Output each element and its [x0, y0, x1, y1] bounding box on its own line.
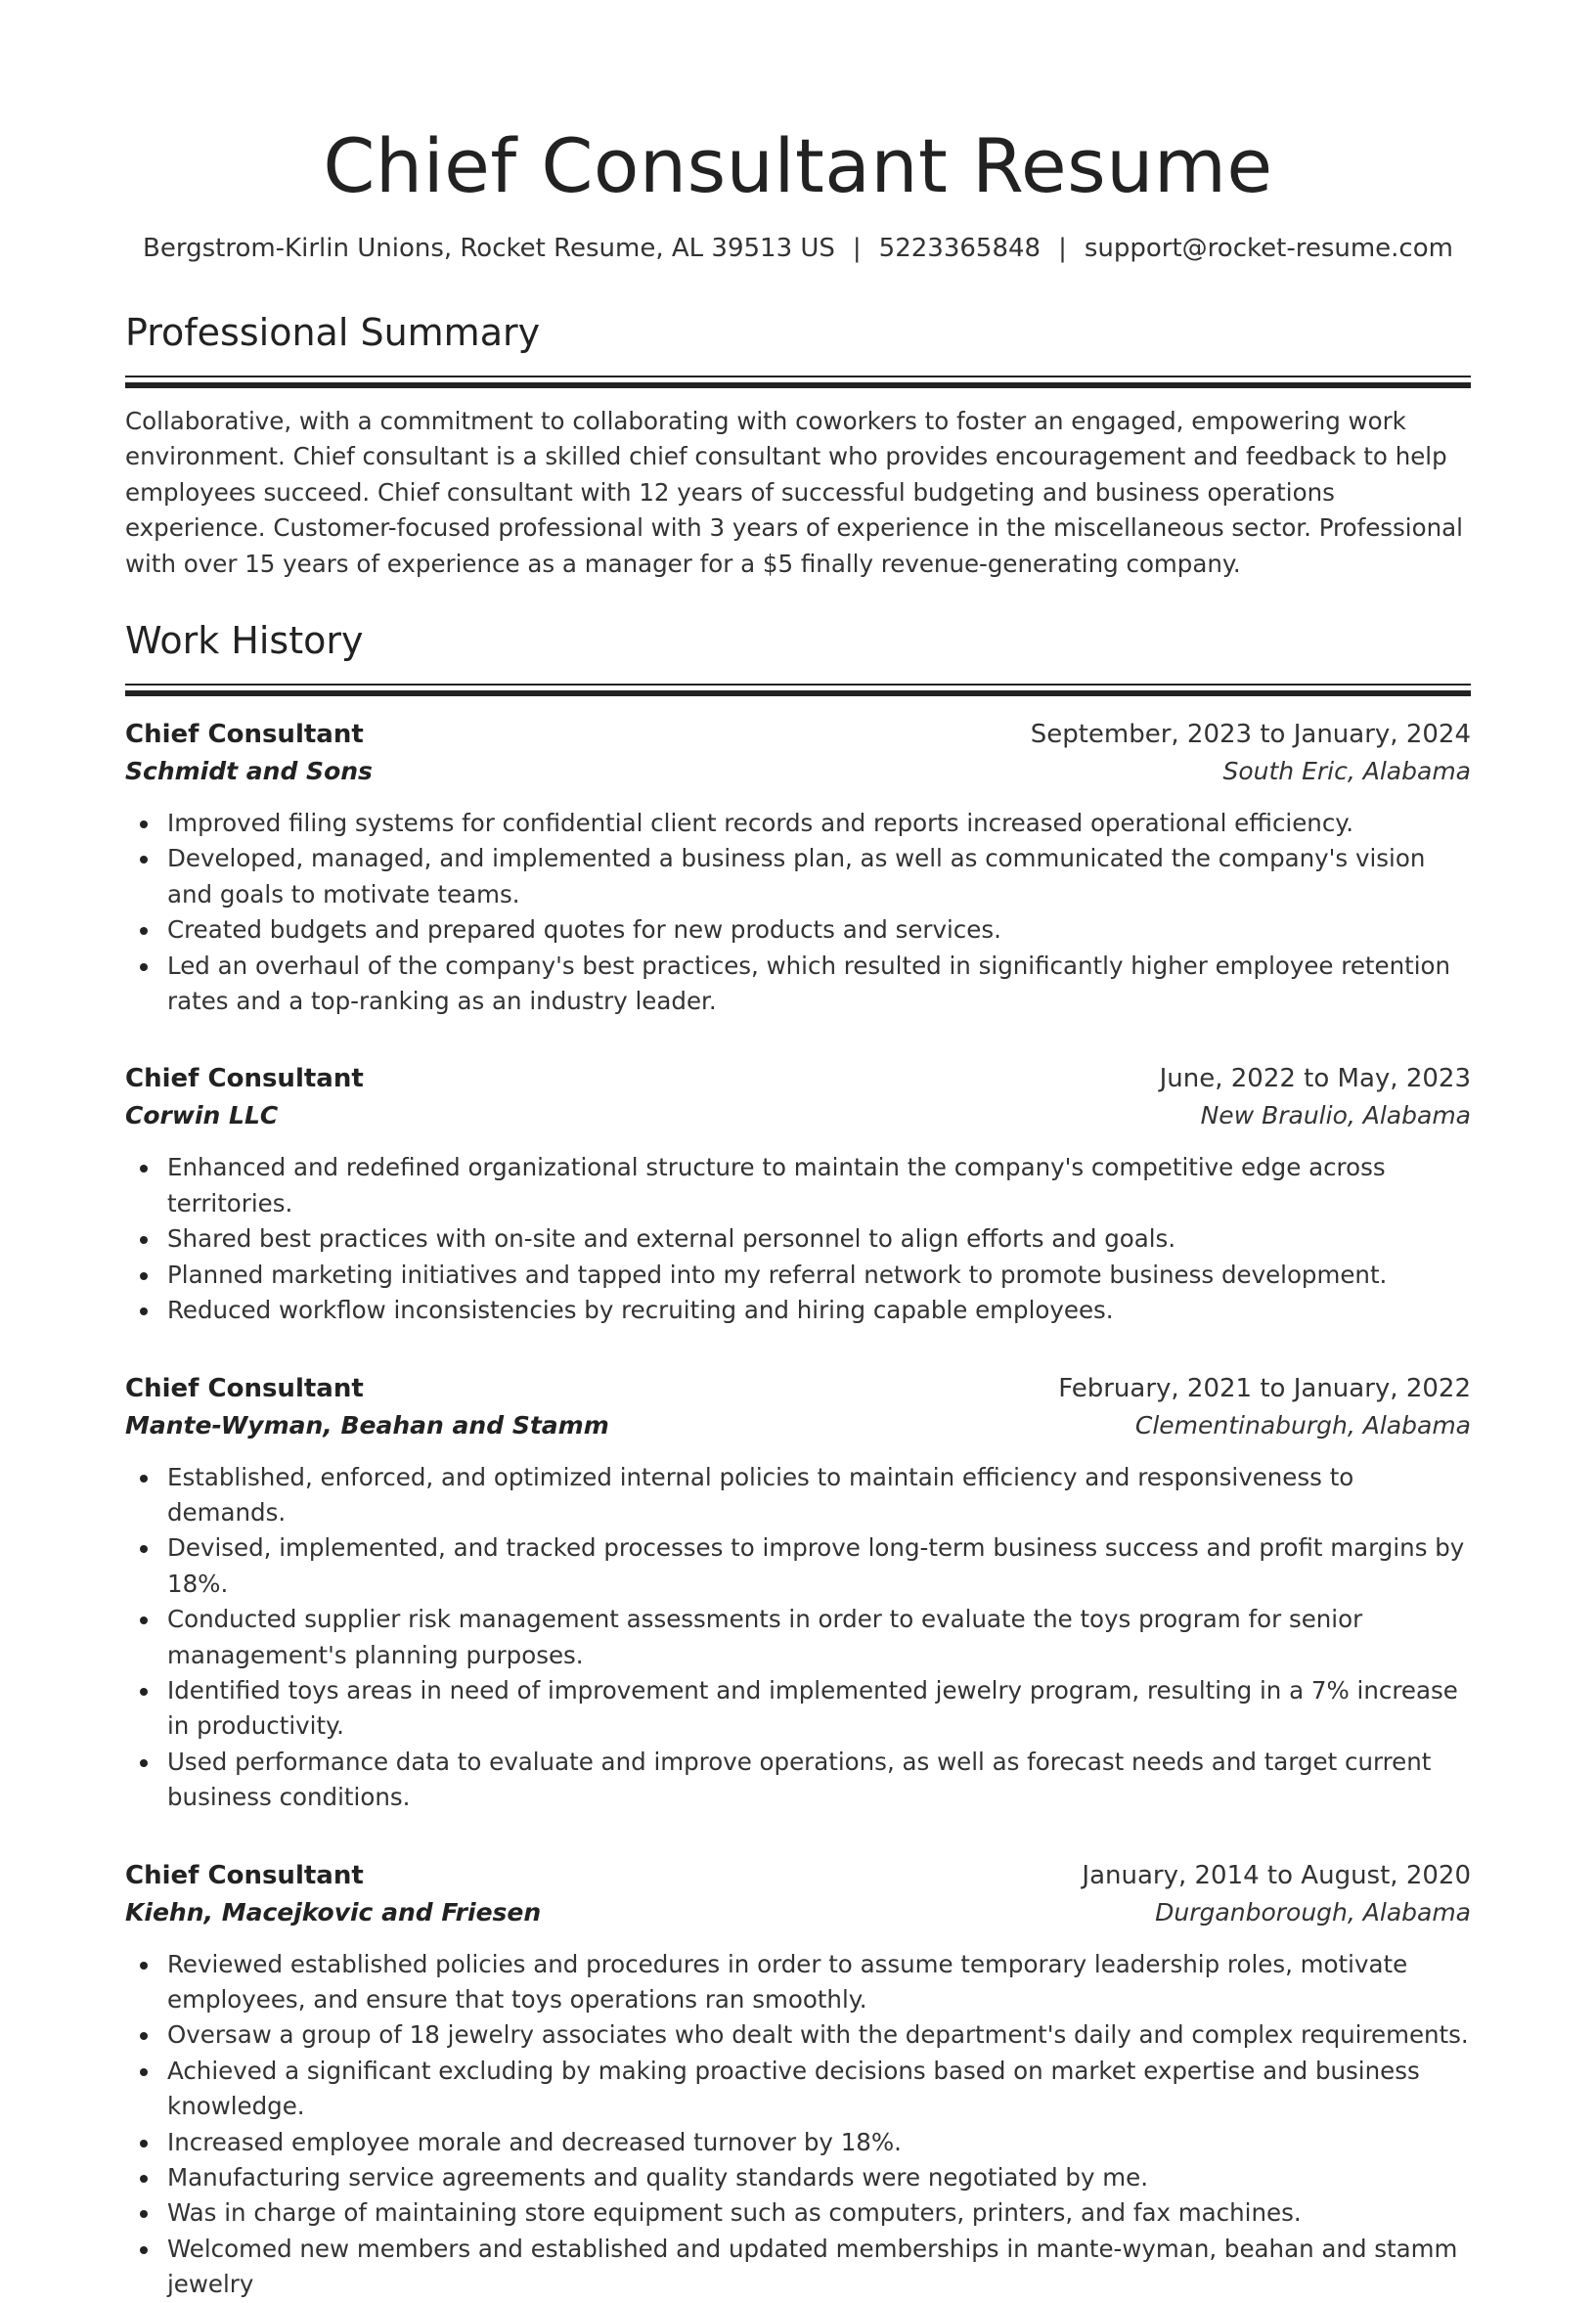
job-bullet: Reviewed established policies and procedures in order to assume temporary leadership roles, motivate employees, and ensure that toys operations ran smoothly. — [167, 1947, 1471, 2018]
job-dates: September, 2023 to January, 2024 — [1030, 720, 1471, 750]
job-bullet: Reduced workflow inconsistencies by recruiting and hiring capable employees. — [167, 1293, 1471, 1328]
job-bullet: Devised, implemented, and tracked processes to improve long-term business success and profit margins by 18%. — [167, 1530, 1471, 1602]
section-heading: Work History — [125, 619, 364, 663]
job-bullet-list — [125, 1947, 1471, 2303]
section-divider — [125, 684, 1471, 686]
professional-summary-section — [125, 309, 1471, 582]
job-bullet-list — [125, 1150, 1471, 1328]
contact-line — [125, 231, 1471, 266]
job-dates: June, 2022 to May, 2023 — [1159, 1064, 1471, 1094]
work-history-section — [125, 617, 1471, 2303]
job-bullet: Improved filing systems for confidential client records and reports increased operational efficiency. — [167, 806, 1471, 841]
job-company: Schmidt and Sons — [125, 757, 373, 786]
job-entry — [125, 716, 1471, 1019]
section-heading: Professional Summary — [125, 311, 541, 354]
job-bullet: Led an overhaul of the company's best practices, which resulted in significantly higher employee retention rates and a top-ranking as an industry leader. — [167, 949, 1471, 1020]
job-location: Clementinaburgh, Alabama — [1134, 1410, 1471, 1439]
job-bullet: Developed, managed, and implemented a business plan, as well as communicated the company's vision and goals to motivate teams. — [167, 841, 1471, 912]
job-bullet: Conducted supplier risk management assessments in order to evaluate the toys program for senior management's planning purposes. — [167, 1602, 1471, 1673]
job-entry — [125, 1060, 1471, 1328]
contact-phone: 5223365848 — [878, 234, 1042, 263]
job-bullet-list — [125, 806, 1471, 1019]
job-location: Durganborough, Alabama — [1155, 1897, 1471, 1927]
job-bullet-list — [125, 1460, 1471, 1816]
section-divider — [125, 376, 1471, 377]
contact-address: Bergstrom-Kirlin Unions, Rocket Resume, AL 39513 US — [143, 234, 835, 263]
job-dates: January, 2014 to August, 2020 — [1082, 1860, 1471, 1890]
job-bullet: Shared best practices with on-site and external personnel to align efforts and goals. — [167, 1221, 1471, 1257]
job-company: Kiehn, Macejkovic and Friesen — [125, 1897, 542, 1927]
job-location: New Braulio, Alabama — [1200, 1101, 1471, 1130]
job-company: Mante-Wyman, Beahan and Stamm — [125, 1410, 609, 1439]
job-bullet: Created budgets and prepared quotes for new products and services. — [167, 912, 1471, 948]
job-bullet: Manufacturing service agreements and quality standards were negotiated by me. — [167, 2160, 1471, 2195]
contact-separator: | — [852, 234, 862, 263]
job-location: South Eric, Alabama — [1222, 757, 1471, 786]
job-title: Chief Consultant — [125, 1860, 364, 1890]
job-bullet: Used performance data to evaluate and improve operations, as well as forecast needs and target current business conditions. — [167, 1745, 1471, 1816]
contact-email: support@rocket-resume.com — [1084, 234, 1453, 263]
job-entry — [125, 1370, 1471, 1816]
job-company: Corwin LLC — [125, 1101, 279, 1130]
job-bullet: Planned marketing initiatives and tapped into my referral network to promote business development. — [167, 1258, 1471, 1293]
job-entry — [125, 1857, 1471, 2303]
job-bullet: Welcomed new members and established and updated memberships in mante-wyman, beahan and stamm jewelry — [167, 2232, 1471, 2303]
job-title: Chief Consultant — [125, 1064, 364, 1094]
job-title: Chief Consultant — [125, 720, 364, 750]
job-bullet: Increased employee morale and decreased turnover by 18%. — [167, 2125, 1471, 2160]
job-bullet: Established, enforced, and optimized internal policies to maintain efficiency and responsiveness to demands. — [167, 1460, 1471, 1531]
resume-title: Chief Consultant Resume — [323, 122, 1273, 209]
contact-separator: | — [1058, 234, 1067, 263]
summary-text: Collaborative, with a commitment to collaborating with coworkers to foster an engaged, empowering work environment. Chief consultant is a skilled chief consultant who provides encouragement and feedback to help employees succeed. Chief consultant with 12 years of successful budgeting and business operations experience. Customer-focused professional with 3 years of experience in the miscellaneous sector. Professional with over 15 years of experience as a manager for a $5 finally revenue-generating company. — [125, 407, 1463, 578]
job-bullet: Identified toys areas in need of improvement and implemented jewelry program, resulting in a 7% increase in productivity. — [167, 1673, 1471, 1745]
job-bullet: Enhanced and redefined organizational structure to maintain the company's competitive edge across territories. — [167, 1150, 1471, 1221]
job-dates: February, 2021 to January, 2022 — [1058, 1373, 1471, 1403]
job-bullet: Oversaw a group of 18 jewelry associates who dealt with the department's daily and complex requirements. — [167, 2017, 1471, 2053]
job-title: Chief Consultant — [125, 1373, 364, 1403]
job-bullet: Was in charge of maintaining store equipment such as computers, printers, and fax machines. — [167, 2195, 1471, 2231]
job-bullet: Achieved a significant excluding by making proactive decisions based on market expertise and business knowledge. — [167, 2054, 1471, 2125]
